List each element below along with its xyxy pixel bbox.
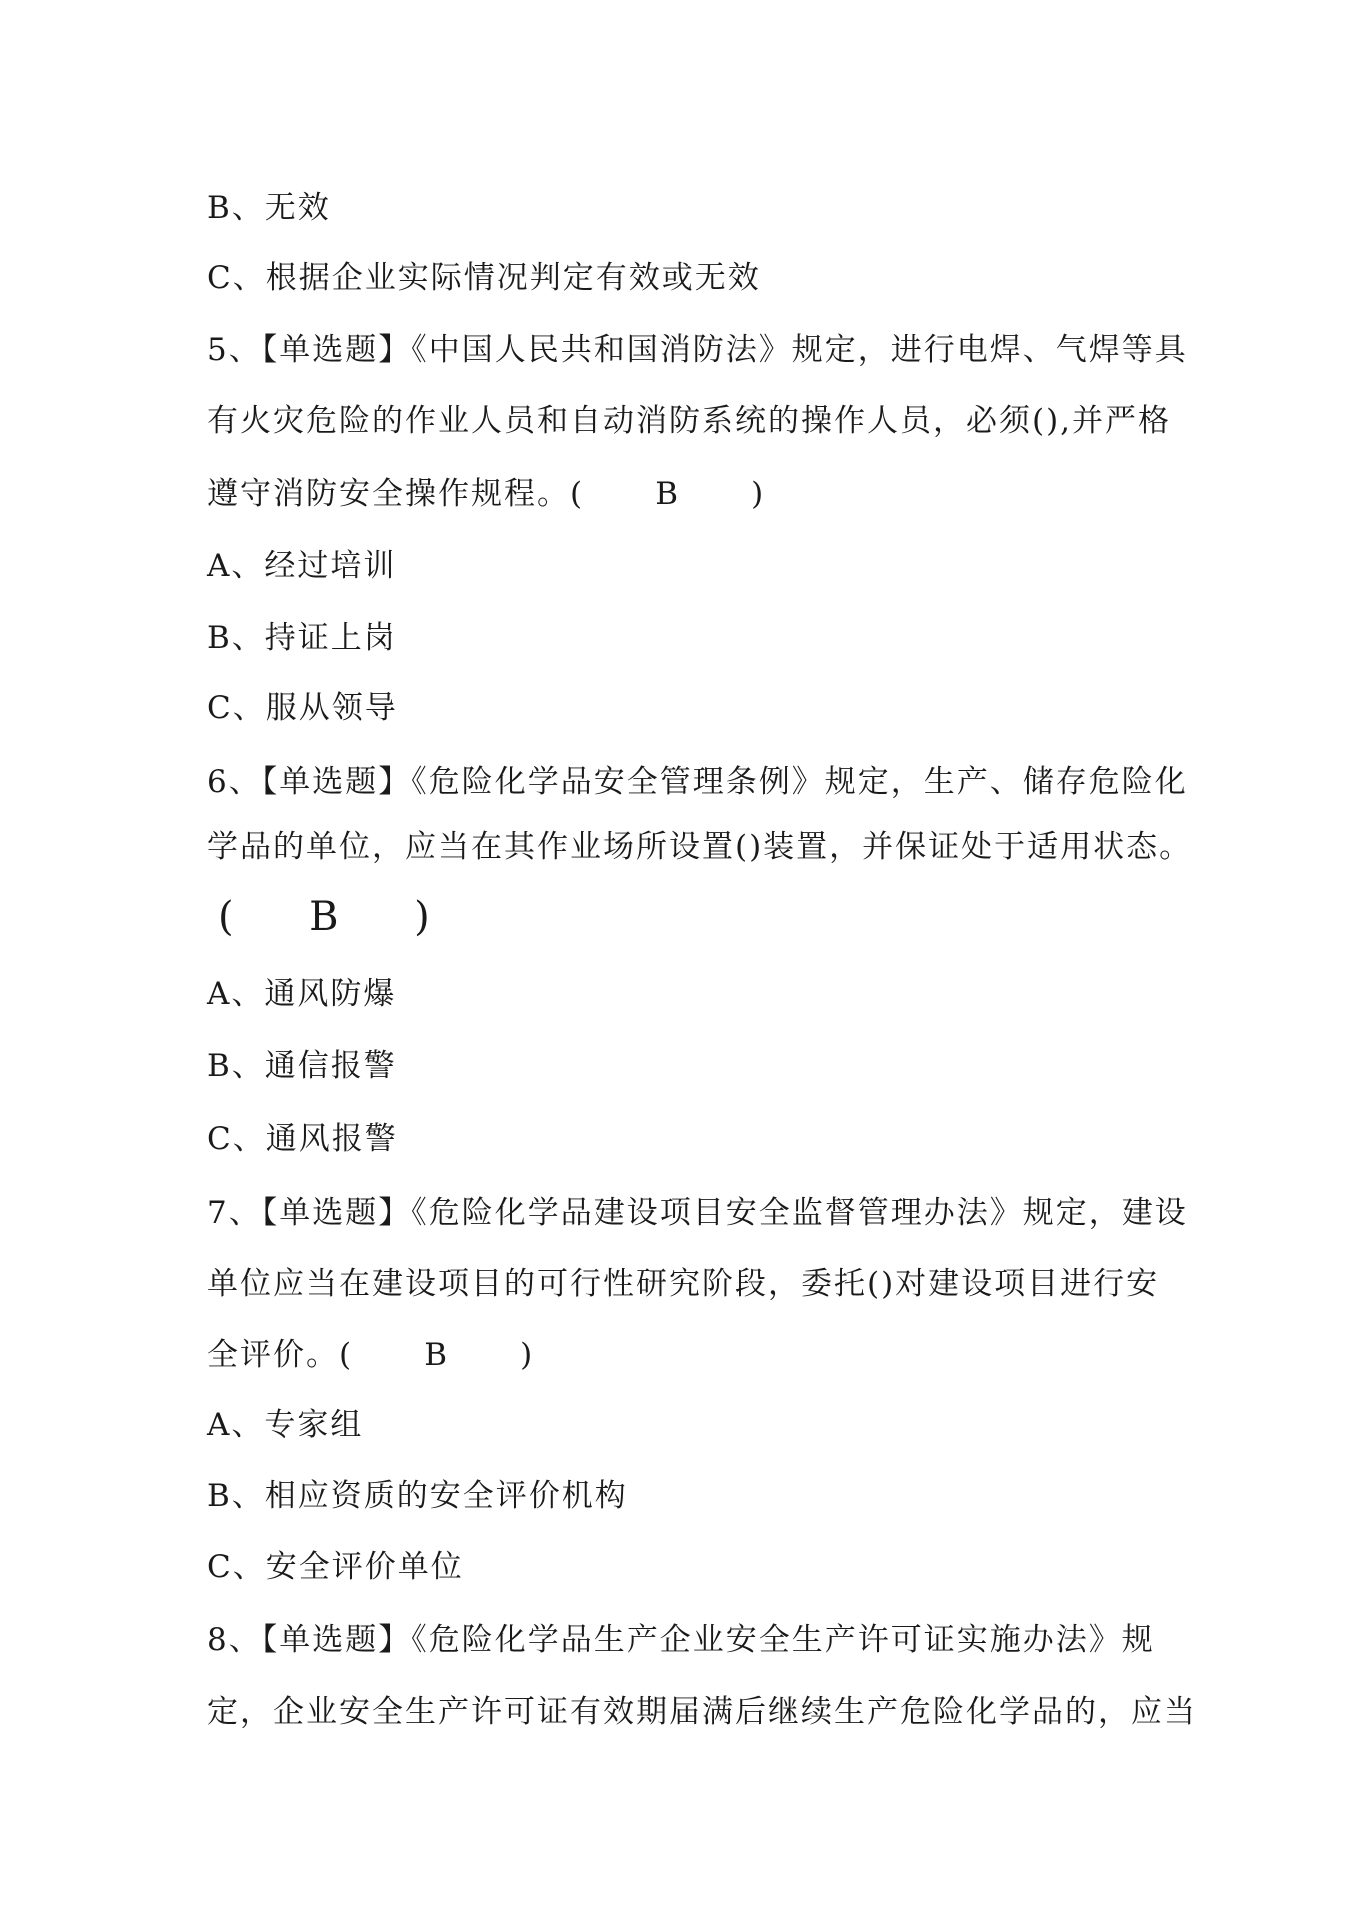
question-5-line-3: 遵守消防安全操作规程。( B ): [207, 476, 766, 512]
option-7b: B、相应资质的安全评价机构: [207, 1478, 628, 1514]
option-4b: B、无效: [207, 190, 331, 226]
question-6-line-2: 学品的单位，应当在其作业场所设置()装置，并保证处于适用状态。: [207, 829, 1193, 865]
option-4c: C、根据企业实际情况判定有效或无效: [207, 260, 761, 296]
question-6-answer: ( B ): [218, 894, 432, 940]
question-7-line-2: 单位应当在建设项目的可行性研究阶段，委托()对建设项目进行安: [207, 1266, 1160, 1302]
option-6c: C、通风报警: [207, 1121, 398, 1157]
question-8-line-2: 定，企业安全生产许可证有效期届满后继续生产危险化学品的，应当: [207, 1694, 1197, 1730]
option-7a: A、专家组: [207, 1407, 364, 1443]
option-7c: C、安全评价单位: [207, 1549, 464, 1585]
option-6b: B、通信报警: [207, 1048, 397, 1084]
question-5-line-1: 5、【单选题】《中国人民共和国消防法》规定，进行电焊、气焊等具: [207, 332, 1188, 368]
question-7-line-1: 7、【单选题】《危险化学品建设项目安全监督管理办法》规定，建设: [207, 1195, 1188, 1231]
option-5a: A、经过培训: [207, 548, 397, 584]
option-5c: C、服从领导: [207, 690, 398, 726]
question-7-line-3: 全评价。( B ): [207, 1337, 535, 1373]
question-8-line-1: 8、【单选题】《危险化学品生产企业安全生产许可证实施办法》规: [207, 1622, 1155, 1658]
question-6-line-1: 6、【单选题】《危险化学品安全管理条例》规定，生产、储存危险化: [207, 764, 1188, 800]
question-5-line-2: 有火灾危险的作业人员和自动消防系统的操作人员，必须(),并严格: [207, 403, 1172, 439]
option-5b: B、持证上岗: [207, 620, 397, 656]
option-6a: A、通风防爆: [207, 976, 397, 1012]
